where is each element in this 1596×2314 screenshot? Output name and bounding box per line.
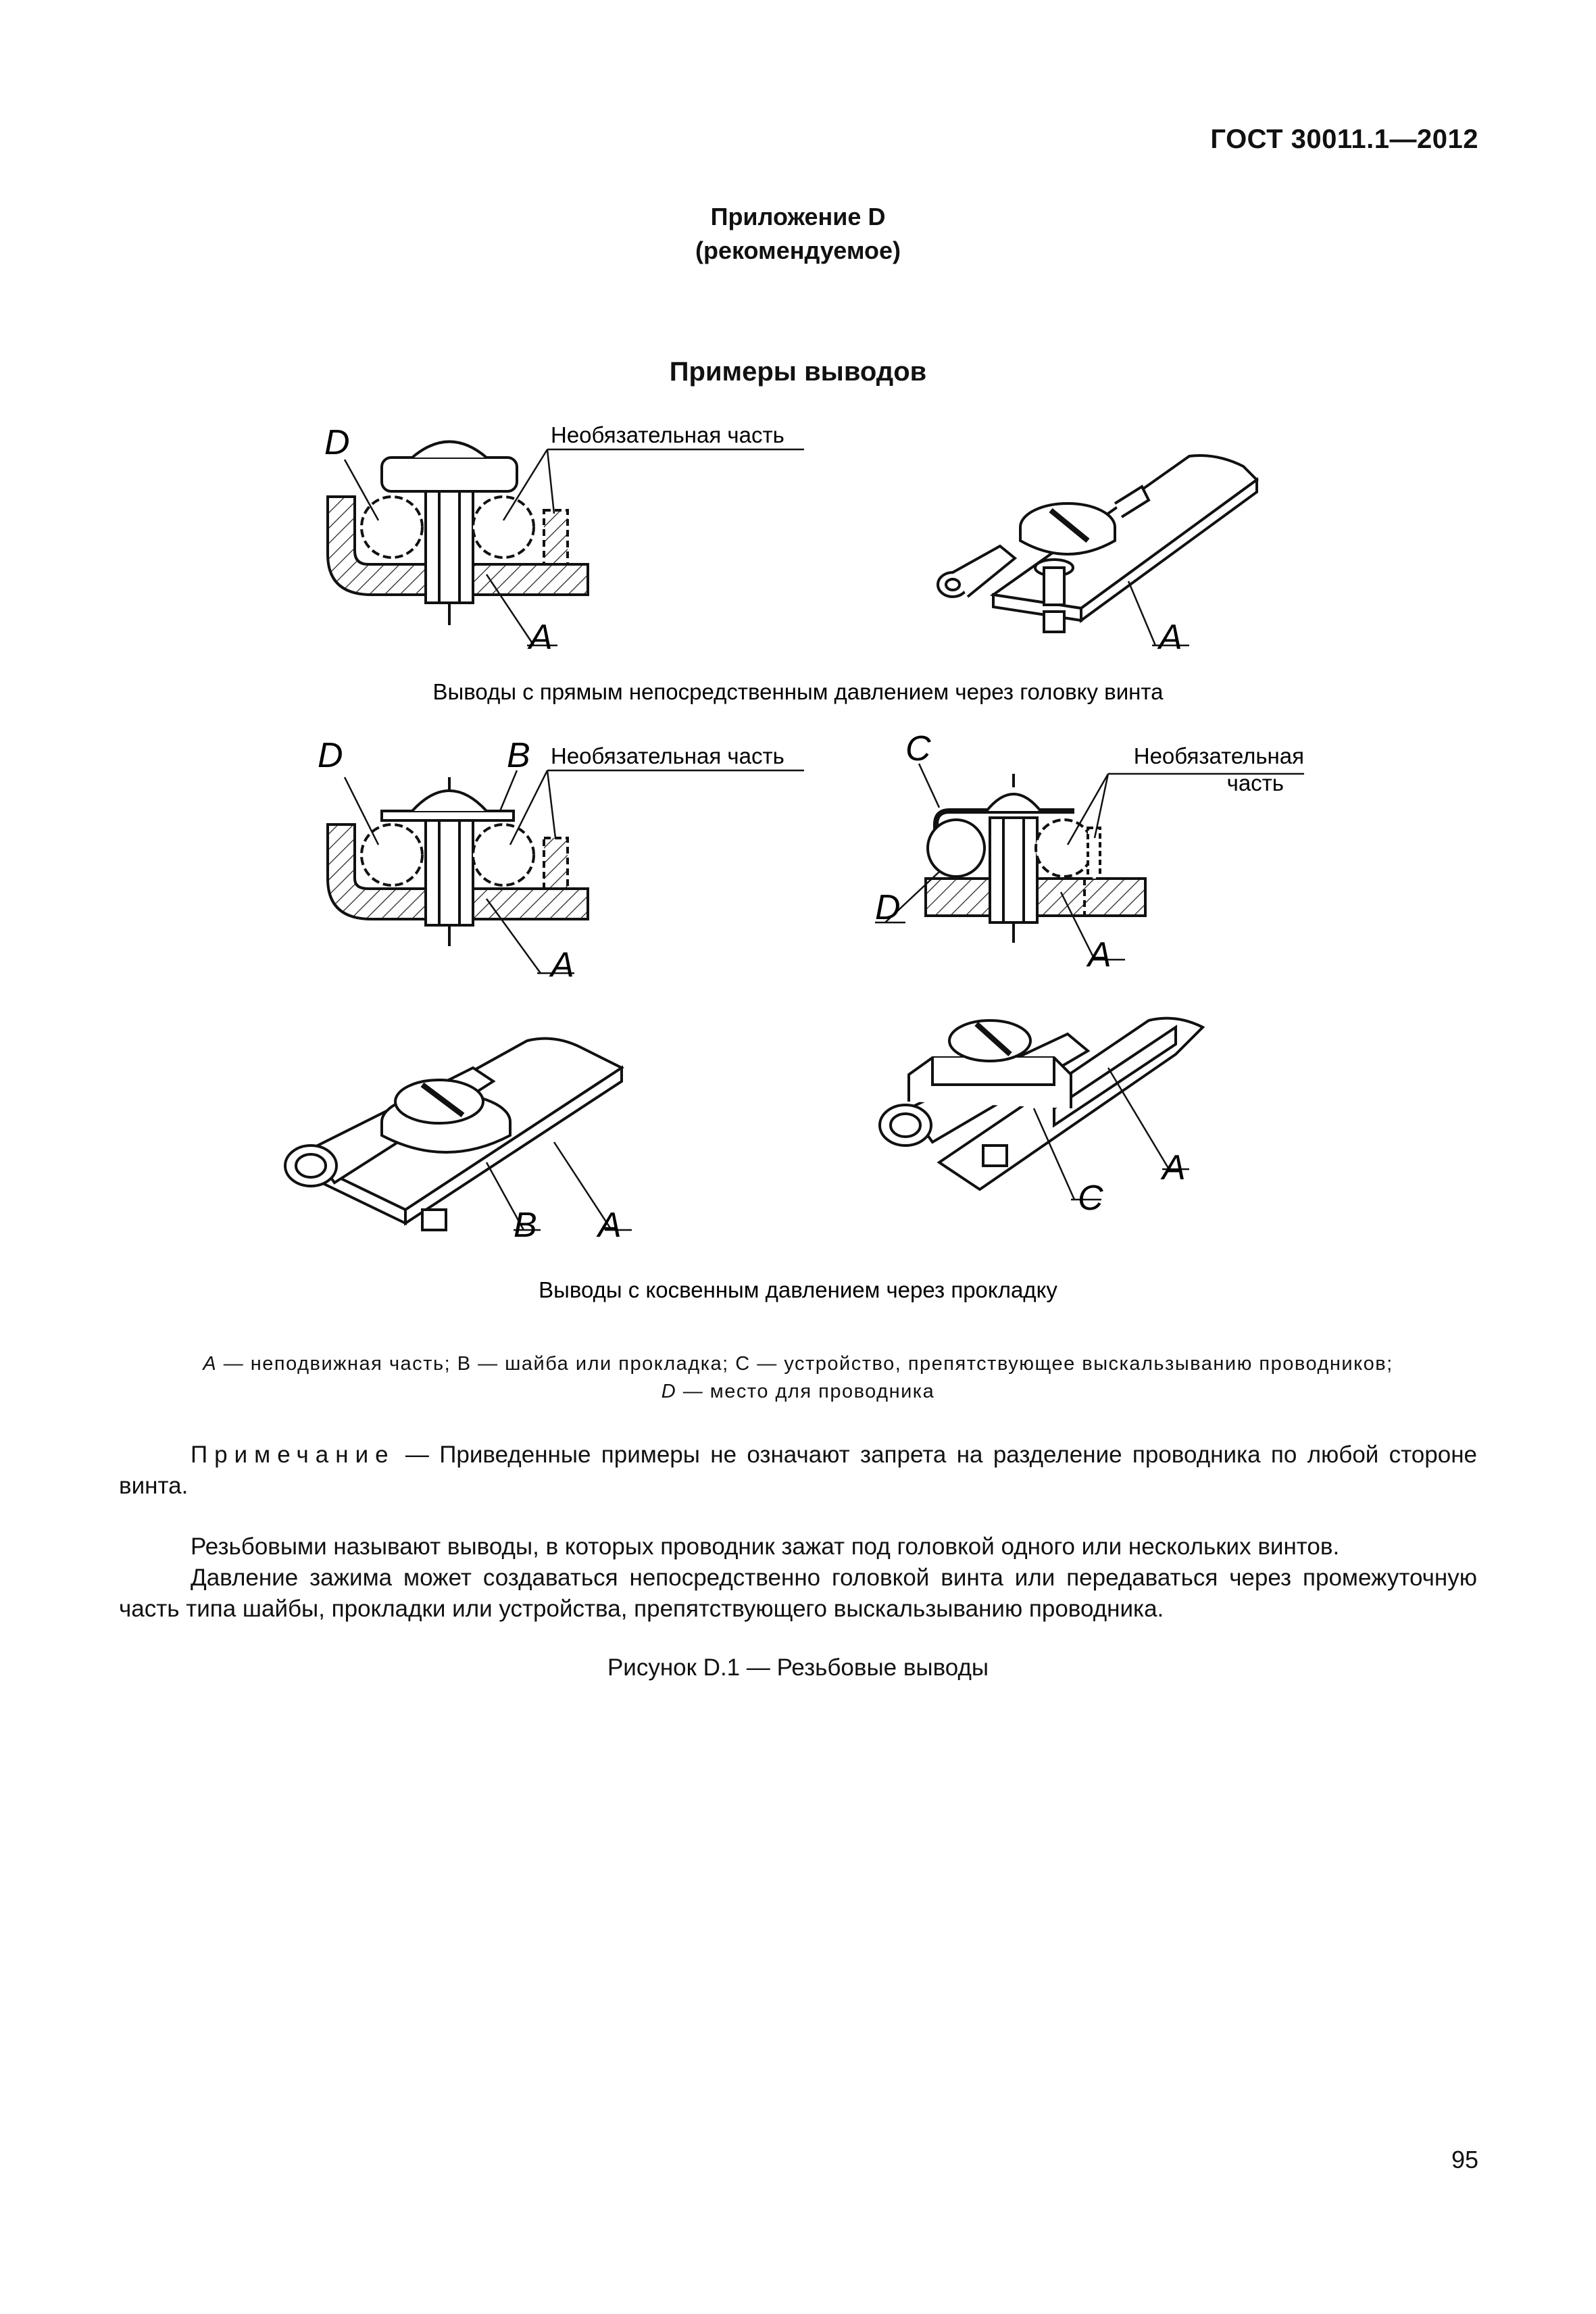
note-body: — Приведенные примеры не означают запрета на разделение проводника по любой стороне винта. [119,1442,1477,1499]
drawing-washer-section [328,777,588,946]
label-a-5: A [598,1206,622,1245]
label-a-4: A [1088,935,1112,975]
label-optional-part-4b: часть [1226,770,1284,795]
appendix-title: Приложение D [710,203,886,230]
note-paragraph [119,1439,1477,1502]
label-c-4: C [905,729,931,768]
label-d-3: D [318,736,343,775]
label-b-5: B [514,1206,537,1245]
label-b-3: B [507,736,530,775]
drawing-device-perspective [880,1018,1203,1189]
label-a-3: A [551,945,574,985]
drawing-direct-perspective [938,456,1257,632]
figure-title: Примеры выводов [669,357,927,387]
document-header: ГОСТ 30011.1—2012 [1210,124,1478,154]
drawing-washer-perspective [285,1039,622,1230]
label-a-2: A [1159,618,1182,657]
appendix-status: (рекомендуемое) [695,237,901,264]
label-d: D [324,423,350,462]
drawing-device-section [926,774,1145,943]
label-optional-part-3: Необязательная часть [551,743,784,768]
label-optional-part-4a: Необязательная [1133,743,1304,768]
caption-indirect: Выводы с косвенным давлением через прокладку [539,1277,1057,1302]
label-d-4: D [875,888,901,927]
paragraph-1: Резьбовыми называют выводы, в которых проводник зажат под головкой одного или нескольких винтов. [191,1533,1340,1560]
figure-name: Рисунок D.1 — Резьбовые выводы [607,1654,989,1681]
label-optional-part: Необязательная часть [551,422,784,447]
caption-direct: Выводы с прямым непосредственным давлением через головку винта [432,679,1164,704]
page-number: 95 [1451,2146,1478,2173]
figure-legend-line2: D — место для проводника [661,1381,935,1402]
paragraph-2: Давление зажима может создаваться непосредственно головкой винта или передаваться через промежуточную часть типа шайбы, прокладки или устройства, препятствующего выскальзыванию проводника. [119,1565,1477,1622]
label-a-6: A [1162,1148,1186,1187]
label-c-6: C [1078,1179,1103,1218]
label-a: A [529,618,553,657]
note-label: Примечание [191,1442,395,1468]
figure-legend-line1: A — неподвижная часть; B — шайба или прокладка; C — устройство, препятствующее выскальзыванию проводников; [203,1353,1393,1375]
